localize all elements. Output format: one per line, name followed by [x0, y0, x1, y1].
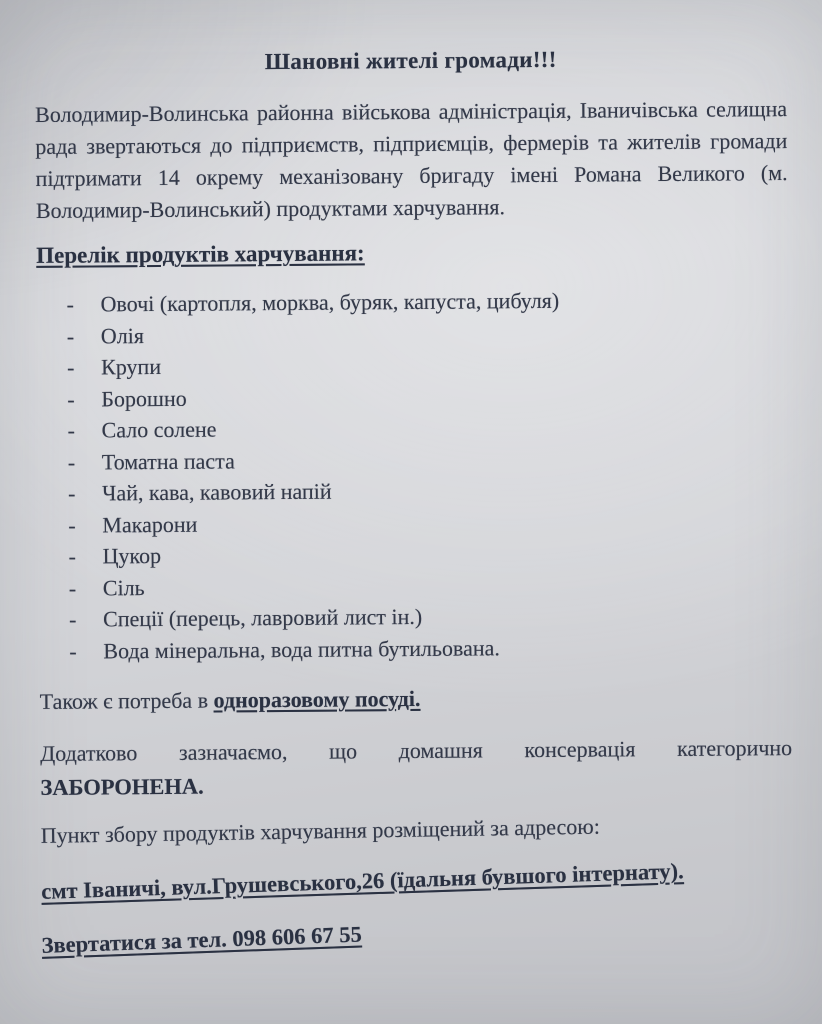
dash-bullet: -: [68, 606, 77, 632]
list-item-label: Цукор: [102, 542, 162, 569]
dash-bullet: -: [68, 543, 77, 569]
dash-bullet: -: [67, 417, 76, 443]
list-item-label: Макарони: [102, 511, 198, 537]
dash-bullet: -: [66, 323, 75, 349]
dash-bullet: -: [67, 354, 75, 380]
list-item-label: Томатна паста: [101, 447, 235, 474]
list-item-label: Олія: [100, 322, 145, 348]
list-item-label: Крупи: [101, 353, 162, 380]
collection-point-line: Пункт збору продуктів харчування розміщений за адресою:: [40, 813, 601, 848]
list-item-label: Чай, кава, кавовий напій: [102, 478, 332, 506]
list-item-label: Вода мінеральна, вода питна бутильована.: [103, 634, 500, 663]
dash-bullet: -: [68, 480, 76, 506]
page-title: Шановні жителі громади!!!: [264, 46, 557, 75]
also-need-line: [40, 681, 792, 717]
intro-paragraph: Володимир-Волинська районна військова адміністрація, Іваничівська селищна рада звертаються до підприємств, підприємців, фермерів та жителів громади підтримати 14 окрему механізовану бригаду імені Романа Великого (м. Володимир-Волинський) продуктами харчування.: [35, 96, 788, 223]
dash-bullet: -: [67, 386, 75, 412]
list-item-label: Овочі (картопля, морква, буряк, капуста, цибуля): [100, 287, 560, 317]
dash-bullet: -: [68, 575, 77, 601]
product-list-heading: Перелік продуктів харчування:: [36, 240, 365, 268]
list-item-label: Борошно: [101, 385, 187, 411]
list-item: [39, 630, 791, 667]
note-line-2: ЗАБОРОНЕНА.: [40, 773, 204, 800]
address-line: смт Іваничі, вул.Грушевського,26 (їдальня бувшого інтернату).: [40, 858, 685, 904]
list-item-label: Спеції (перець, лавровий лист ін.): [102, 603, 423, 632]
also-need-emphasis: одноразовому посуді.: [213, 685, 421, 713]
list-item-label: Сало солене: [101, 416, 217, 443]
product-list: [36, 283, 791, 667]
phone-line: Звертатися за тел. 098 606 67 55: [41, 921, 363, 958]
list-item-label: Сіль: [102, 574, 145, 600]
dash-bullet: -: [68, 512, 76, 538]
note-line-1: Додатково зазначаємо, що домашня консервація категорично: [40, 735, 793, 766]
also-need-prefix: Також є потреба в: [39, 687, 214, 714]
dash-bullet: -: [66, 291, 75, 317]
dash-bullet: -: [69, 638, 77, 664]
dash-bullet: -: [67, 449, 76, 475]
